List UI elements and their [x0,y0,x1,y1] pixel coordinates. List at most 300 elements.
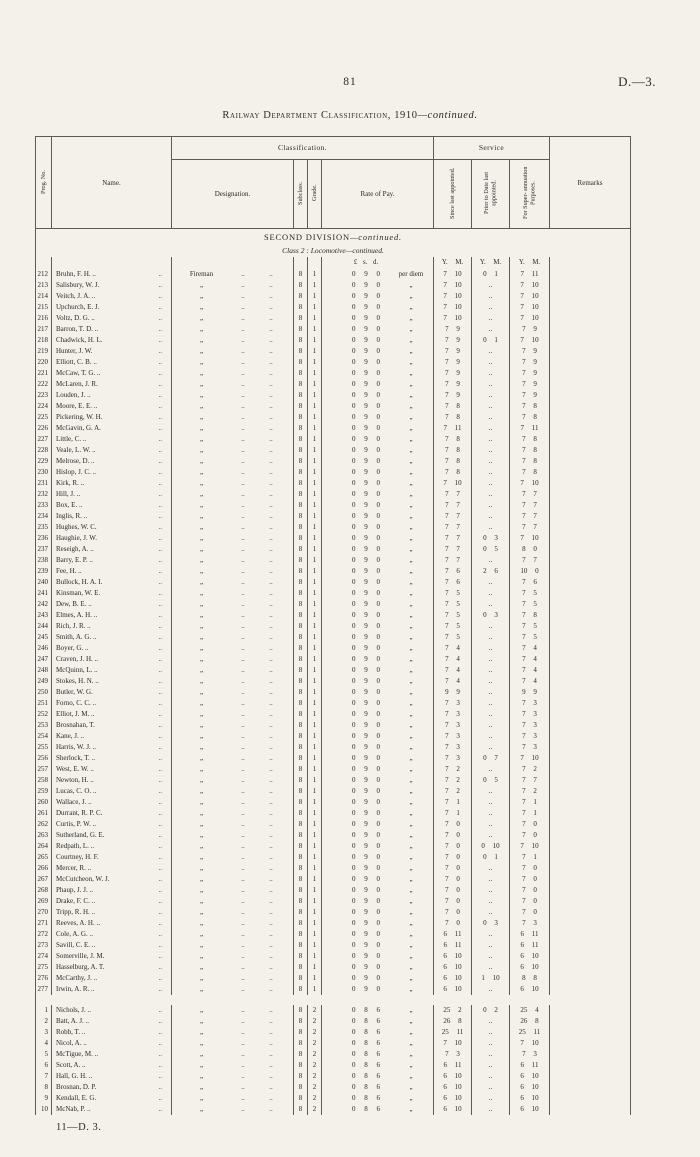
leader-dots: .. [269,1006,273,1014]
designation-cell [172,841,294,852]
pay-unit: „ [409,347,413,355]
service-superannuation-cell: 7 3 [510,709,550,720]
designation-value: „ [199,600,204,608]
prog-no-cell: 254 [36,731,52,742]
remarks-cell [550,401,631,412]
remarks-cell [550,1071,631,1082]
leader-dots: .. [241,1083,245,1091]
grade-cell: 1 [308,456,322,467]
currency-units: £ s. d. [353,259,379,266]
name-cell [52,819,172,830]
service-superannuation-cell: 7 3 [510,720,550,731]
remarks-cell [550,676,631,687]
designation-value: „ [199,534,204,542]
employee-name: Dew, B. E. .. [56,600,92,608]
designation-cell [172,401,294,412]
pay-amount: 0 9 0 [352,424,380,432]
leader-dots: .. [269,831,273,839]
leader-dots: .. [269,1039,273,1047]
subclass-cell: 8 [294,412,308,423]
service-superannuation-cell: 10 0 [510,566,550,577]
leader-dots: .. [241,633,245,641]
remarks-cell [550,687,631,698]
service-since-cell: 6 10 [434,1071,472,1082]
subclass-cell: 8 [294,467,308,478]
designation-value: „ [199,919,204,927]
leader-dots: .. [241,842,245,850]
grade-cell [308,257,322,269]
service-superannuation-cell: 7 0 [510,819,550,830]
employee-name: Sherlock, T. .. [56,754,96,762]
pay-unit: „ [409,424,413,432]
remarks-cell [550,742,631,753]
name-cell [52,390,172,401]
employee-name: Louden, J. .. [56,391,91,399]
leader-dots: .. [269,556,273,564]
service-since-cell: 7 3 [434,709,472,720]
leader-dots: .. [269,402,273,410]
subclass-cell: 8 [294,1071,308,1082]
designation-value: „ [199,435,204,443]
leader-dots: .. [269,347,273,355]
service-superannuation-cell: 6 10 [510,1093,550,1104]
document-reference: D.—3. [618,74,656,89]
class-title: Class 2 : Locomotive—continued. [282,246,384,255]
service-since-cell: 7 10 [434,291,472,302]
leader-dots: .. [158,1105,162,1113]
leader-dots: .. [269,545,273,553]
service-superannuation-cell: 7 8 [510,610,550,621]
designation-value: „ [199,479,204,487]
rate-of-pay-cell [322,533,434,544]
service-superannuation-cell: 7 3 [510,918,550,929]
table-row [36,830,631,841]
pay-unit: „ [409,941,413,949]
designation-value: „ [199,1061,204,1069]
leader-dots: .. [241,281,245,289]
service-prior-cell: .. [472,885,510,896]
leader-dots: .. [241,776,245,784]
prog-no-cell: 234 [36,511,52,522]
designation-cell [172,577,294,588]
name-cell [52,753,172,764]
prog-no-cell: 9 [36,1093,52,1104]
name-cell [52,566,172,577]
rate-of-pay-cell [322,940,434,951]
remarks-cell [550,555,631,566]
pay-unit: „ [409,875,413,883]
service-superannuation-cell: 6 11 [510,929,550,940]
name-cell [52,808,172,819]
table-row [36,687,631,698]
subclass-cell: 8 [294,786,308,797]
pay-unit: „ [409,402,413,410]
rate-of-pay-cell [322,313,434,324]
pay-unit: „ [409,314,413,322]
rate-of-pay-cell [322,852,434,863]
service-superannuation-cell: 7 1 [510,797,550,808]
grade-cell: 2 [308,1104,322,1115]
rate-of-pay-cell [322,489,434,500]
service-since-cell: 6 10 [434,951,472,962]
remarks-cell [550,423,631,434]
leader-dots: .. [158,578,162,586]
leader-dots: .. [269,1061,273,1069]
service-prior-cell: .. [472,940,510,951]
grade-cell: 1 [308,390,322,401]
service-since-cell: 7 8 [434,412,472,423]
grade-cell: 1 [308,951,322,962]
designation-cell [172,896,294,907]
leader-dots: .. [269,633,273,641]
prog-no-cell: 274 [36,951,52,962]
pay-amount: 0 9 0 [352,754,380,762]
name-cell [52,742,172,753]
table-header [36,137,631,229]
grade-cell: 1 [308,709,322,720]
employee-name: Kendall, E. G. [56,1094,97,1102]
subclass-cell: 8 [294,753,308,764]
designation-cell [172,599,294,610]
prog-no-cell: 277 [36,984,52,995]
page-number: 81 [343,76,357,88]
name-cell [52,1049,172,1060]
prog-no-cell: 3 [36,1027,52,1038]
grade-cell: 2 [308,1016,322,1027]
grade-cell: 1 [308,599,322,610]
remarks-cell [550,445,631,456]
service-since-cell: 7 5 [434,610,472,621]
service-since-cell: 6 10 [434,1104,472,1115]
designation-value: Fireman [189,270,214,278]
rate-of-pay-cell [322,984,434,995]
ym-unit-cell-super: Y. M. [510,257,550,269]
leader-dots: .. [158,732,162,740]
leader-dots: .. [241,1039,245,1047]
prog-no-cell: 4 [36,1038,52,1049]
service-superannuation-cell: 7 7 [510,522,550,533]
grade-cell: 1 [308,841,322,852]
table-row [36,676,631,687]
service-prior-cell: .. [472,434,510,445]
leader-dots: .. [269,853,273,861]
leader-dots: .. [241,677,245,685]
name-cell [52,687,172,698]
subclass-cell: 8 [294,544,308,555]
designation-cell [172,412,294,423]
prog-no-cell: 222 [36,379,52,390]
grade-cell: 1 [308,874,322,885]
service-since-cell: 7 11 [434,423,472,434]
rate-of-pay-cell [322,390,434,401]
pay-amount: 0 9 0 [352,479,380,487]
leader-dots: .. [158,490,162,498]
leader-dots: .. [158,1028,162,1036]
designation-value: „ [199,820,204,828]
leader-dots: .. [269,919,273,927]
remarks-cell [550,533,631,544]
name-cell [52,698,172,709]
col-header-name: Name. [52,137,172,229]
designation-value: „ [199,292,204,300]
subclass-cell: 8 [294,731,308,742]
table-row [36,379,631,390]
pay-unit: „ [409,600,413,608]
grade-cell: 1 [308,654,322,665]
employee-name: Batt, A. J. .. [56,1017,90,1025]
service-superannuation-cell: 7 4 [510,643,550,654]
service-prior-cell: .. [472,797,510,808]
service-since-cell: 6 11 [434,929,472,940]
name-cell [52,797,172,808]
employee-name: Mercer, R. .. [56,864,92,872]
service-prior-cell: .. [472,962,510,973]
pay-unit: „ [409,864,413,872]
leader-dots: .. [269,512,273,520]
rate-of-pay-cell [322,929,434,940]
leader-dots: .. [241,853,245,861]
service-superannuation-cell: 7 0 [510,830,550,841]
remarks-cell [550,346,631,357]
designation-cell [172,874,294,885]
service-prior-cell: .. [472,489,510,500]
leader-dots: .. [269,886,273,894]
prog-no-cell: 273 [36,940,52,951]
designation-cell [172,588,294,599]
designation-value: „ [199,633,204,641]
service-since-cell: 7 1 [434,797,472,808]
remarks-cell [550,874,631,885]
table-row [36,357,631,368]
subclass-cell: 8 [294,423,308,434]
grade-cell: 1 [308,973,322,984]
table-row [36,654,631,665]
table-row [36,819,631,830]
pay-amount: 0 9 0 [352,622,380,630]
leader-dots: .. [241,358,245,366]
rate-of-pay-cell [322,401,434,412]
remarks-cell [550,610,631,621]
remarks-cell [550,577,631,588]
leader-dots: .. [158,281,162,289]
designation-value: „ [199,567,204,575]
rate-of-pay-cell [322,676,434,687]
employee-name: Brosnahan, T. [56,721,95,729]
name-cell [52,676,172,687]
remarks-cell [550,456,631,467]
service-superannuation-cell: 7 1 [510,852,550,863]
leader-dots: .. [269,369,273,377]
pay-unit: „ [409,710,413,718]
name-cell [52,368,172,379]
pay-amount: 0 9 0 [352,963,380,971]
leader-dots: .. [241,468,245,476]
employee-name: Sutherland, G. E. [56,831,105,839]
grade-cell: 1 [308,742,322,753]
table-row [36,489,631,500]
designation-value: „ [199,644,204,652]
name-cell [52,302,172,313]
service-prior-cell: .. [472,676,510,687]
prog-no-cell: 255 [36,742,52,753]
service-prior-cell: .. [472,500,510,511]
prog-no-cell: 232 [36,489,52,500]
designation-value: „ [199,490,204,498]
service-prior-cell: .. [472,698,510,709]
remarks-cell [550,665,631,676]
prog-no-cell: 7 [36,1071,52,1082]
designation-value: „ [199,974,204,982]
pay-unit: „ [409,1017,413,1025]
grade-cell: 1 [308,632,322,643]
name-cell [52,478,172,489]
grade-cell: 1 [308,357,322,368]
table-body [36,229,631,1116]
leader-dots: .. [158,567,162,575]
service-prior-cell: .. [472,522,510,533]
name-cell [52,885,172,896]
prog-no-cell: 224 [36,401,52,412]
service-since-cell: 7 1 [434,808,472,819]
pay-unit: „ [409,765,413,773]
employee-name: Rich, J. R. .. [56,622,91,630]
grade-cell: 1 [308,379,322,390]
leader-dots: .. [269,325,273,333]
remarks-cell [550,885,631,896]
employee-name: Fee, H. .. [56,567,82,575]
name-cell [52,1104,172,1115]
grade-cell: 1 [308,324,322,335]
prog-no-cell: 230 [36,467,52,478]
leader-dots: .. [241,655,245,663]
prog-no-cell: 261 [36,808,52,819]
employee-name: McGavin, G. A. [56,424,101,432]
remarks-cell [550,632,631,643]
leader-dots: .. [241,974,245,982]
table-row [36,786,631,797]
leader-dots: .. [269,622,273,630]
leader-dots: .. [241,809,245,817]
name-cell [52,621,172,632]
designation-cell [172,313,294,324]
service-superannuation-cell: 7 10 [510,313,550,324]
employee-name: Stokes, H. N. .. [56,677,99,685]
designation-cell [172,467,294,478]
rate-of-pay-cell [322,654,434,665]
service-prior-cell: .. [472,720,510,731]
prog-no-cell: 240 [36,577,52,588]
subclass-cell: 8 [294,973,308,984]
leader-dots: .. [158,864,162,872]
remarks-cell [550,313,631,324]
prog-no-cell: 262 [36,819,52,830]
pay-unit: „ [409,358,413,366]
prog-no-cell: 275 [36,962,52,973]
subclass-cell: 8 [294,665,308,676]
leader-dots: .. [158,424,162,432]
service-superannuation-cell: 7 1 [510,808,550,819]
pay-amount: 0 9 0 [352,776,380,784]
remarks-cell [550,544,631,555]
leader-dots: .. [269,435,273,443]
service-since-cell: 7 5 [434,599,472,610]
designation-value: „ [199,457,204,465]
designation-cell [172,698,294,709]
designation-cell [172,687,294,698]
subclass-cell: 8 [294,357,308,368]
service-since-cell: 7 4 [434,676,472,687]
designation-cell [172,357,294,368]
prog-no-cell: 218 [36,335,52,346]
table-row [36,412,631,423]
leader-dots: .. [158,743,162,751]
service-since-cell: 7 3 [434,731,472,742]
table-row [36,335,631,346]
service-since-cell: 6 10 [434,1093,472,1104]
designation-cell [172,742,294,753]
leader-dots: .. [158,270,162,278]
rate-of-pay-cell [322,1016,434,1027]
designation-cell [172,291,294,302]
pay-unit: „ [409,666,413,674]
table-row [36,511,631,522]
leader-dots: .. [269,743,273,751]
designation-cell [172,1082,294,1093]
name-cell [52,929,172,940]
leader-dots: .. [241,721,245,729]
prog-no-cell: 267 [36,874,52,885]
leader-dots: .. [158,1006,162,1014]
leader-dots: .. [241,336,245,344]
subclass-cell: 8 [294,951,308,962]
subclass-cell: 8 [294,764,308,775]
leader-dots: .. [241,798,245,806]
designation-value: „ [199,842,204,850]
table-row [36,401,631,412]
employee-name: Bullock, H. A. I. [56,578,103,586]
leader-dots: .. [269,567,273,575]
employee-name: Courtney, H. F. [56,853,99,861]
service-prior-cell: .. [472,588,510,599]
service-superannuation-cell: 25 4 [510,1005,550,1016]
service-since-cell: 7 7 [434,544,472,555]
name-cell [52,709,172,720]
pay-unit: „ [409,644,413,652]
prog-no-cell: 213 [36,280,52,291]
subclass-cell: 8 [294,588,308,599]
grade-cell: 1 [308,302,322,313]
ym-unit-cell-since: Y. M. [434,257,472,269]
leader-dots: .. [241,699,245,707]
col-header-prog-no [36,137,52,229]
service-superannuation-cell: 7 7 [510,775,550,786]
leader-dots: .. [269,699,273,707]
table-row [36,522,631,533]
designation-value: „ [199,402,204,410]
prog-no-cell: 253 [36,720,52,731]
leader-dots: .. [158,347,162,355]
grade-label: Grade. [310,184,318,202]
rate-of-pay-cell [322,951,434,962]
leader-dots: .. [269,534,273,542]
table-row [36,907,631,918]
service-prior-cell: 0 5 [472,544,510,555]
service-prior-cell: .. [472,412,510,423]
rate-of-pay-cell [322,1104,434,1115]
employee-name: Cole, A. G. .. [56,930,93,938]
subclass-cell: 8 [294,379,308,390]
designation-value: „ [199,446,204,454]
